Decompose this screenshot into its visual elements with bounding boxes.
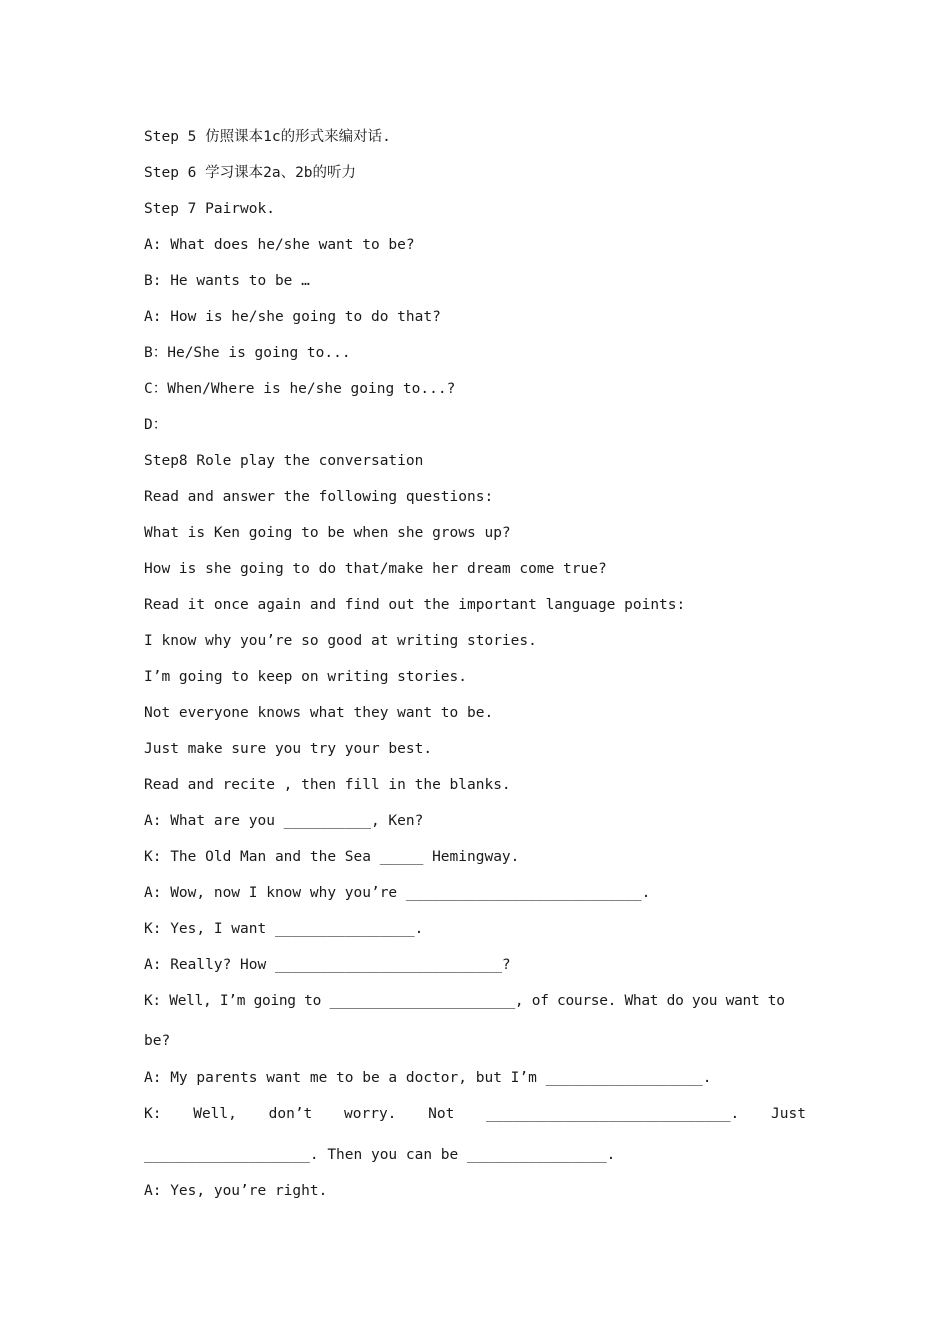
step-6-line: Step 6 学习课本2a、2b的听力: [144, 165, 357, 181]
dialogue-line-2: K: The Old Man and the Sea _____ Hemingway.: [144, 849, 520, 865]
dialogue-line-5: A: Really? How __________________________?: [144, 957, 511, 973]
language-point-1: I know why you’re so good at writing stories.: [144, 633, 537, 649]
pairwork-line-b1: B: He wants to be …: [144, 273, 310, 289]
dialogue-line-8-part: ____________________________.: [486, 1106, 740, 1122]
dialogue-line-3: A: Wow, now I know why you’re ___________________________.: [144, 885, 651, 901]
question-2: How is she going to do that/make her dream come true?: [144, 561, 607, 577]
dialogue-line-8-part: Just: [771, 1106, 806, 1122]
pairwork-line-d: D：: [144, 417, 168, 433]
dialogue-line-8: [144, 1105, 806, 1123]
pairwork-line-c: C：When/Where is he/she going to...?: [144, 381, 456, 397]
pairwork-line-b2: B：He/She is going to...: [144, 345, 351, 361]
dialogue-line-8-cont: ___________________. Then you can be ________________.: [144, 1147, 616, 1163]
pairwork-line-a1: A: What does he/she want to be?: [144, 237, 415, 253]
dialogue-line-1: A: What are you __________, Ken?: [144, 813, 424, 829]
language-point-4: Just make sure you try your best.: [144, 741, 433, 757]
dialogue-line-8-part: K:: [144, 1106, 162, 1122]
language-point-3: Not everyone knows what they want to be.: [144, 705, 494, 721]
step-5-line: Step 5 仿照课本1c的形式来编对话.: [144, 129, 391, 145]
dialogue-line-6: K: Well, I’m going to ______________________, of course. What do you want to: [144, 993, 785, 1009]
dialogue-line-6-cont: be?: [144, 1033, 171, 1049]
dialogue-line-4: K: Yes, I want ________________.: [144, 921, 424, 937]
recite-heading: Read and recite , then fill in the blanks.: [144, 777, 511, 793]
dialogue-line-9: A: Yes, you’re right.: [144, 1183, 328, 1199]
step-8-line: Step8 Role play the conversation: [144, 453, 424, 469]
pairwork-line-a2: A: How is he/she going to do that?: [144, 309, 441, 325]
step-7-line: Step 7 Pairwok.: [144, 201, 275, 217]
dialogue-line-8-part: Not: [428, 1106, 455, 1122]
dialogue-line-8-part: worry.: [344, 1106, 397, 1122]
dialogue-line-8-part: don’t: [268, 1106, 313, 1122]
read-answer-heading: Read and answer the following questions:: [144, 489, 494, 505]
dialogue-line-7: A: My parents want me to be a doctor, but I’m __________________.: [144, 1070, 712, 1086]
question-1: What is Ken going to be when she grows up?: [144, 525, 511, 541]
dialogue-line-8-part: Well,: [193, 1106, 237, 1122]
language-point-2: I’m going to keep on writing stories.: [144, 669, 468, 685]
language-points-heading: Read it once again and find out the important language points:: [144, 597, 686, 613]
